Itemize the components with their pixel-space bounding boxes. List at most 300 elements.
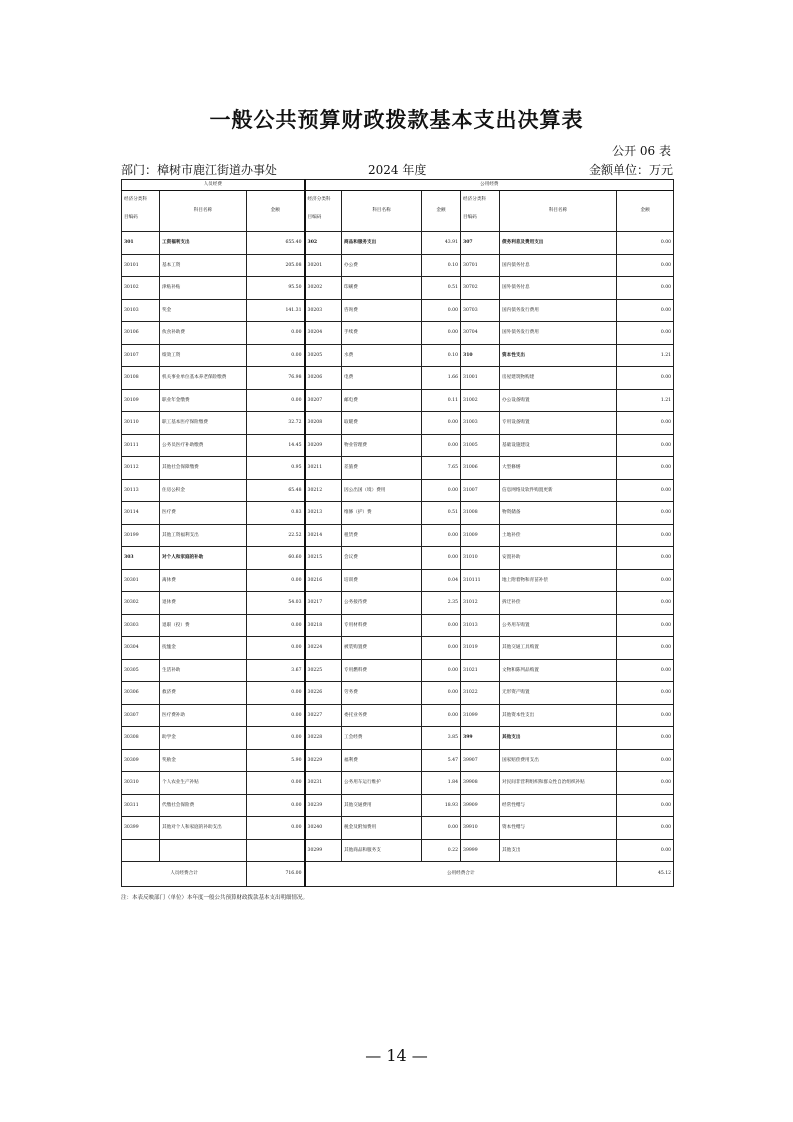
cell-name: 其他对个人和家庭的补助支出 [160,817,247,840]
cell-amount [247,839,305,862]
table-row [122,434,674,457]
cell-amount: 0.00 [617,704,674,727]
cell-code: 39908 [461,772,500,795]
cell-amount: 0.00 [247,704,305,727]
cell-code: 31012 [461,592,500,615]
cell-code: 30201 [305,254,342,277]
cell-name: 物资储备 [500,502,617,525]
cell-amount: 0.00 [617,794,674,817]
cell-amount: 0.00 [422,299,461,322]
cell-code: 303 [122,547,160,570]
cell-name: 安置补助 [500,547,617,570]
cell-amount: 43.91 [422,232,461,255]
cell-amount: 0.00 [617,479,674,502]
cell-amount: 0.00 [422,479,461,502]
cell-amount: 22.52 [247,524,305,547]
cell-code: 30109 [122,389,160,412]
cell-amount: 0.00 [617,457,674,480]
cell-amount: 54.03 [247,592,305,615]
cell-name: 离休费 [160,569,247,592]
cell-name: 其他支出 [500,727,617,750]
cell-amount: 0.00 [617,682,674,705]
table-row [122,367,674,390]
page-number: — 14 — [365,1046,428,1065]
cell-name: 物业管理费 [342,434,422,457]
cell-name: 国外债务付息 [500,277,617,300]
cell-name: 住房公积金 [160,479,247,502]
cell-amount: 0.00 [617,277,674,300]
cell-amount: 0.10 [422,344,461,367]
table-row [122,547,674,570]
table-row [122,704,674,727]
cell-name: 基本工资 [160,254,247,277]
cell-code: 30703 [461,299,500,322]
cell-amount: 0.95 [247,457,305,480]
cell-code: 30101 [122,254,160,277]
table-row [122,502,674,525]
cell-code: 31009 [461,524,500,547]
cell-amount: 0.00 [617,569,674,592]
expenditure-table [121,179,674,887]
cell-name: 被装购置费 [342,637,422,660]
cell-amount: 0.00 [422,682,461,705]
table-row [122,749,674,772]
table-row [122,727,674,750]
cell-name: 文物和陈列品购置 [500,659,617,682]
cell-code: 39999 [461,839,500,862]
table-row [122,254,674,277]
cell-code: 31007 [461,479,500,502]
cell-name: 助学金 [160,727,247,750]
cell-name: 机关事业单位基本养老保险缴费 [160,367,247,390]
cell-amount: 0.00 [617,749,674,772]
cell-amount: 32.72 [247,412,305,435]
cell-amount: 1.84 [422,772,461,795]
cell-code: 31019 [461,637,500,660]
cell-code: 30206 [305,367,342,390]
cell-code: 30114 [122,502,160,525]
table-row [122,524,674,547]
cell-name: 对民间非营利组织和群众性自治组织补贴 [500,772,617,795]
cell-name: 电费 [342,367,422,390]
cell-amount: 14.45 [247,434,305,457]
table-row [122,457,674,480]
table-row [122,569,674,592]
cell-code: 30216 [305,569,342,592]
cell-code: 30108 [122,367,160,390]
amount-unit: 金额单位：万元 [588,163,673,177]
cell-amount: 1.21 [617,344,674,367]
table-row [122,659,674,682]
table-row [122,794,674,817]
cell-name: 其他交通工具购置 [500,637,617,660]
cell-code: 30305 [122,659,160,682]
cell-amount: 0.00 [247,569,305,592]
cell-name: 工资福利支出 [160,232,247,255]
cell-amount: 76.98 [247,367,305,390]
cell-name: 委托业务费 [342,704,422,727]
cell-name: 土地补偿 [500,524,617,547]
cell-amount: 0.00 [247,637,305,660]
cell-amount: 18.93 [422,794,461,817]
cell-name: 水费 [342,344,422,367]
cell-name: 取暖费 [342,412,422,435]
cell-code: 307 [461,232,500,255]
cell-name: 专用燃料费 [342,659,422,682]
cell-name: 对个人和家庭的补助 [160,547,247,570]
table-row [122,637,674,660]
cell-code: 30301 [122,569,160,592]
cell-code: 302 [305,232,342,255]
cell-amount: 1.66 [422,367,461,390]
cell-name: 公务员医疗补助缴费 [160,434,247,457]
cell-name: 其他资本性支出 [500,704,617,727]
cell-name: 退休费 [160,592,247,615]
personnel-total-label: 人员经费合计 [122,862,247,887]
group-header-personnel: 人员经费 [122,180,305,191]
cell-code: 30215 [305,547,342,570]
cell-amount: 0.00 [422,434,461,457]
cell-amount: 0.00 [422,817,461,840]
cell-name: 绩效工资 [160,344,247,367]
cell-code: 30704 [461,322,500,345]
cell-amount: 0.00 [617,817,674,840]
cell-code: 30299 [305,839,342,862]
cell-amount: 0.00 [422,659,461,682]
cell-name: 拆迁补偿 [500,592,617,615]
cell-amount: 0.00 [422,412,461,435]
public-total-label: 公用经费合计 [305,862,617,887]
cell-name: 其他工资福利支出 [160,524,247,547]
cell-amount: 0.00 [617,772,674,795]
cell-code: 30208 [305,412,342,435]
table-row [122,299,674,322]
cell-amount: 3.85 [422,727,461,750]
cell-amount: 0.00 [617,839,674,862]
cell-code: 31006 [461,457,500,480]
cell-amount: 0.00 [247,772,305,795]
cell-code: 31010 [461,547,500,570]
table-row [122,277,674,300]
cell-name: 培训费 [342,569,422,592]
personnel-total-value: 716.00 [247,862,305,887]
cell-code: 30309 [122,749,160,772]
cell-name: 救济费 [160,682,247,705]
cell-name: 国内债务发行费用 [500,299,617,322]
cell-name: 印刷费 [342,277,422,300]
cell-amount: 0.00 [617,727,674,750]
cell-amount: 60.60 [247,547,305,570]
col-header-code: 经济分类科 目编码 [122,191,160,232]
cell-name: 津贴补贴 [160,277,247,300]
cell-code [122,839,160,862]
cell-amount: 0.10 [422,254,461,277]
col-header-amount: 金额 [247,191,305,232]
cell-code: 30203 [305,299,342,322]
cell-amount: 95.50 [247,277,305,300]
column-header-row [122,191,674,232]
cell-amount: 0.00 [247,794,305,817]
group-header-row [122,180,674,191]
cell-code: 31003 [461,412,500,435]
cell-code: 30308 [122,727,160,750]
cell-code: 30217 [305,592,342,615]
col-header-amount: 金额 [617,191,674,232]
cell-code: 30211 [305,457,342,480]
cell-code: 31013 [461,614,500,637]
cell-name: 会议费 [342,547,422,570]
cell-name: 医疗费补助 [160,704,247,727]
cell-name: 专用设备购置 [500,412,617,435]
cell-code: 30240 [305,817,342,840]
cell-name: 国家赔偿费用支出 [500,749,617,772]
cell-code: 310111 [461,569,500,592]
cell-name: 基础设施建设 [500,434,617,457]
cell-code: 31001 [461,367,500,390]
cell-name: 生活补助 [160,659,247,682]
cell-code: 30107 [122,344,160,367]
cell-name: 国内债务付息 [500,254,617,277]
cell-name: 专用材料费 [342,614,422,637]
cell-code: 30202 [305,277,342,300]
fiscal-year: 2024 年度 [368,163,427,177]
cell-name: 地上附着物和青苗补偿 [500,569,617,592]
col-header-name: 科目名称 [500,191,617,232]
cell-code: 31099 [461,704,500,727]
cell-amount: 0.00 [617,299,674,322]
cell-code: 310 [461,344,500,367]
cell-name: 资本性赠与 [500,817,617,840]
table-row [122,817,674,840]
cell-code: 30306 [122,682,160,705]
public-total-value: 45.12 [617,862,674,887]
cell-name: 邮电费 [342,389,422,412]
cell-name: 资本性支出 [500,344,617,367]
table-row [122,344,674,367]
table-row [122,322,674,345]
cell-code: 30204 [305,322,342,345]
cell-code: 30111 [122,434,160,457]
cell-code: 30307 [122,704,160,727]
cell-name: 退职（役）费 [160,614,247,637]
cell-amount: 0.00 [617,659,674,682]
cell-code: 399 [461,727,500,750]
table-row [122,839,674,862]
cell-name: 差旅费 [342,457,422,480]
cell-code: 301 [122,232,160,255]
cell-name: 租赁费 [342,524,422,547]
cell-name: 工会经费 [342,727,422,750]
cell-name [160,839,247,862]
totals-row [122,862,674,887]
cell-name: 维修（护）费 [342,502,422,525]
cell-name: 办公设备购置 [500,389,617,412]
cell-name: 房屋建筑物购建 [500,367,617,390]
col-header-amount: 金额 [422,191,461,232]
cell-amount: 0.00 [247,682,305,705]
cell-amount: 0.00 [617,232,674,255]
cell-name: 办公费 [342,254,422,277]
cell-code: 30218 [305,614,342,637]
cell-name: 其他支出 [500,839,617,862]
cell-amount: 0.51 [422,502,461,525]
cell-name: 奖励金 [160,749,247,772]
cell-name: 无形资产购置 [500,682,617,705]
col-header-name: 科目名称 [160,191,247,232]
cell-name: 公务用车购置 [500,614,617,637]
table-row [122,479,674,502]
cell-amount: 0.00 [617,524,674,547]
cell-amount: 0.00 [422,547,461,570]
cell-amount: 0.00 [247,727,305,750]
report-title: 一般公共预算财政拨款基本支出决算表 [209,108,584,132]
cell-name: 其他商品和服务支 [342,839,422,862]
cell-amount: 0.00 [617,412,674,435]
group-header-public: 公用经费 [305,180,674,191]
cell-amount: 205.08 [247,254,305,277]
cell-code: 31005 [461,434,500,457]
report-meta [121,161,673,179]
cell-code: 30207 [305,389,342,412]
cell-code: 30701 [461,254,500,277]
cell-code: 39907 [461,749,500,772]
cell-name: 其他社会保障缴费 [160,457,247,480]
cell-name: 代缴社会保险费 [160,794,247,817]
cell-name: 公务接待费 [342,592,422,615]
col-header-name: 科目名称 [342,191,422,232]
col-header-code: 经济分类科 目编码 [461,191,500,232]
cell-code: 30311 [122,794,160,817]
cell-code: 30113 [122,479,160,502]
cell-amount: 3.67 [247,659,305,682]
cell-amount: 0.00 [617,367,674,390]
cell-code: 30304 [122,637,160,660]
col-header-code: 经济分类科 目编码 [305,191,342,232]
cell-code: 30106 [122,322,160,345]
cell-amount: 0.00 [247,344,305,367]
cell-name: 劳务费 [342,682,422,705]
cell-name: 信息网络及软件购置更新 [500,479,617,502]
cell-amount: 7.65 [422,457,461,480]
cell-name: 手续费 [342,322,422,345]
cell-amount: 0.00 [617,592,674,615]
cell-amount: 0.00 [422,704,461,727]
cell-amount: 0.00 [422,637,461,660]
cell-name: 因公出国（境）费用 [342,479,422,502]
cell-amount: 0.00 [617,637,674,660]
cell-code: 30213 [305,502,342,525]
department-label: 部门：樟树市鹿江街道办事处 [121,163,278,177]
cell-code: 30212 [305,479,342,502]
cell-code: 39910 [461,817,500,840]
cell-code: 30229 [305,749,342,772]
cell-code: 30302 [122,592,160,615]
cell-name: 其他交通费用 [342,794,422,817]
cell-name: 奖金 [160,299,247,322]
cell-code: 31002 [461,389,500,412]
cell-amount: 0.00 [422,322,461,345]
cell-code: 30205 [305,344,342,367]
cell-code: 30225 [305,659,342,682]
table-row [122,772,674,795]
cell-code: 30231 [305,772,342,795]
cell-code: 30399 [122,817,160,840]
cell-amount: 141.31 [247,299,305,322]
cell-amount: 0.00 [247,614,305,637]
cell-code: 39909 [461,794,500,817]
cell-name: 抚恤金 [160,637,247,660]
cell-code: 30110 [122,412,160,435]
cell-code: 31022 [461,682,500,705]
cell-name: 医疗费 [160,502,247,525]
cell-code: 30239 [305,794,342,817]
cell-code: 30199 [122,524,160,547]
cell-name: 税金及附加费用 [342,817,422,840]
table-row [122,389,674,412]
cell-name: 福利费 [342,749,422,772]
form-number: 公开 06 表 [612,144,671,158]
cell-amount: 0.04 [422,569,461,592]
cell-code: 30214 [305,524,342,547]
cell-code: 30102 [122,277,160,300]
cell-code: 30112 [122,457,160,480]
cell-code: 30209 [305,434,342,457]
cell-name: 咨询费 [342,299,422,322]
cell-name: 伙食补助费 [160,322,247,345]
cell-amount: 2.35 [422,592,461,615]
cell-code: 30226 [305,682,342,705]
cell-amount: 5.47 [422,749,461,772]
cell-name: 个人农业生产补贴 [160,772,247,795]
cell-amount: 0.00 [247,817,305,840]
cell-amount: 0.00 [617,254,674,277]
cell-amount: 0.00 [617,547,674,570]
cell-code: 30310 [122,772,160,795]
cell-code: 31021 [461,659,500,682]
cell-name: 国外债务发行费用 [500,322,617,345]
table-row [122,232,674,255]
cell-code: 30228 [305,727,342,750]
cell-amount: 65.48 [247,479,305,502]
cell-amount: 0.00 [617,502,674,525]
cell-amount: 0.83 [247,502,305,525]
cell-name: 商品和服务支出 [342,232,422,255]
cell-code: 30103 [122,299,160,322]
table-row [122,682,674,705]
cell-name: 债务利息及费用支出 [500,232,617,255]
table-row [122,412,674,435]
cell-amount: 0.22 [422,839,461,862]
table-footnote: 注：本表反映部门（单位）本年度一般公共预算财政拨款基本支出明细情况。 [121,895,309,901]
cell-amount: 0.00 [422,524,461,547]
cell-amount: 0.00 [247,389,305,412]
cell-amount: 0.51 [422,277,461,300]
cell-amount: 655.40 [247,232,305,255]
cell-amount: 5.90 [247,749,305,772]
cell-code: 30224 [305,637,342,660]
cell-name: 职工基本医疗保险缴费 [160,412,247,435]
cell-code: 30227 [305,704,342,727]
cell-amount: 0.00 [617,614,674,637]
table-row [122,614,674,637]
cell-amount: 0.00 [617,322,674,345]
cell-code: 31008 [461,502,500,525]
cell-amount: 1.21 [617,389,674,412]
cell-name: 经常性赠与 [500,794,617,817]
cell-code: 30303 [122,614,160,637]
cell-name: 职业年金缴费 [160,389,247,412]
cell-code: 30702 [461,277,500,300]
